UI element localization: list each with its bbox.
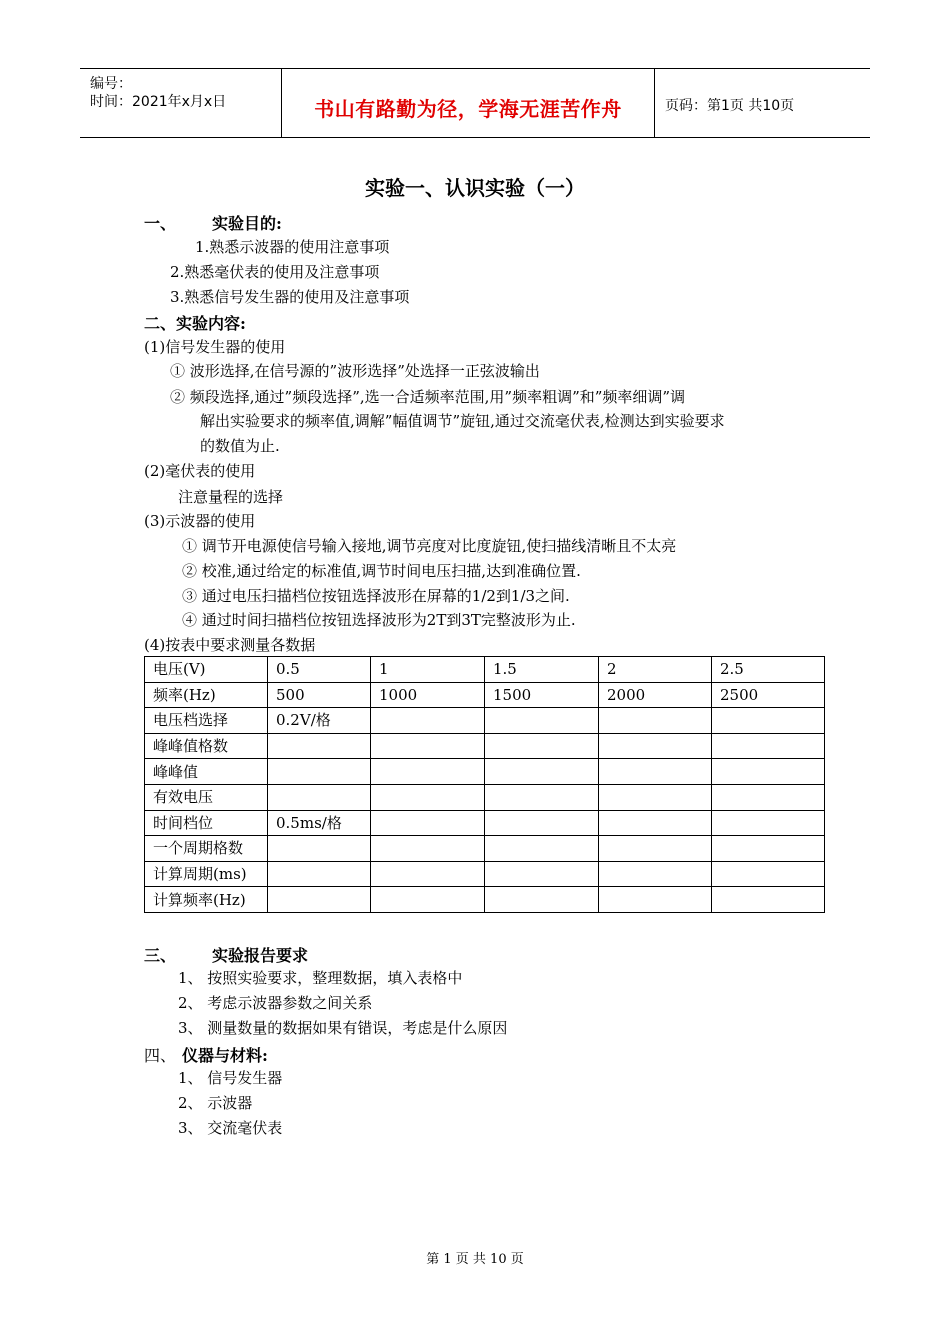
- table-cell: [712, 708, 825, 734]
- table-cell: [599, 861, 712, 887]
- table-cell: [599, 887, 712, 913]
- table-row: [145, 810, 825, 836]
- table-cell: [268, 887, 371, 913]
- table-cell: [485, 733, 599, 759]
- content-p1-item: 的数值为止.: [200, 437, 280, 455]
- content-p1-item: ② 频段选择,通过”频段选择”,选一合适频率范围,用”频率粗调”和”频率细调”调: [170, 388, 686, 406]
- table-cell: [268, 861, 371, 887]
- table-cell: 2: [599, 657, 712, 683]
- report-item: 2、 考虑示波器参数之间关系: [178, 994, 373, 1012]
- row-label-cell: 计算周期(ms): [145, 861, 268, 887]
- row-label-cell: 峰峰值格数: [145, 733, 268, 759]
- content-p1: (1)信号发生器的使用: [144, 338, 286, 356]
- purpose-item: 1.熟悉示波器的使用注意事项: [195, 238, 390, 256]
- table-cell: [268, 733, 371, 759]
- table-cell: 2.5: [712, 657, 825, 683]
- row-label-cell: 时间档位: [145, 810, 268, 836]
- table-cell: [712, 810, 825, 836]
- row-label-cell: 电压(V): [145, 657, 268, 683]
- purpose-item: 2.熟悉毫伏表的使用及注意事项: [170, 263, 380, 281]
- table-cell: 500: [268, 682, 371, 708]
- table-cell: [268, 784, 371, 810]
- row-label-cell: 电压档选择: [145, 708, 268, 734]
- page-title: 实验一、认识实验（一）: [365, 176, 585, 200]
- table-cell: [599, 733, 712, 759]
- table-cell: [485, 861, 599, 887]
- table-row: [145, 836, 825, 862]
- content-p3: (3)示波器的使用: [144, 512, 256, 530]
- measurement-table: [144, 656, 825, 913]
- content-p3-item: ④ 通过时间扫描档位按钮选择波形为2T到3T完整波形为止.: [182, 611, 576, 629]
- materials-item: 2、 示波器: [178, 1094, 253, 1112]
- table-row: [145, 784, 825, 810]
- table-cell: [599, 708, 712, 734]
- table-cell: [485, 759, 599, 785]
- table-row: [145, 708, 825, 734]
- table-cell: [712, 861, 825, 887]
- table-cell: [485, 887, 599, 913]
- row-label-cell: 计算频率(Hz): [145, 887, 268, 913]
- table-cell: [371, 810, 485, 836]
- table-cell: [599, 784, 712, 810]
- report-heading: 实验报告要求: [212, 946, 309, 965]
- table-cell: [485, 708, 599, 734]
- content-heading: 二、实验内容:: [144, 314, 246, 333]
- table-cell: [371, 887, 485, 913]
- table-cell: 2500: [712, 682, 825, 708]
- content-p3-item: ① 调节开电源使信号输入接地,调节亮度对比度旋钮,使扫描线清晰且不太亮: [182, 537, 677, 555]
- table-cell: [371, 708, 485, 734]
- page-footer: 第 1 页 共 10 页: [426, 1252, 524, 1267]
- table-row: [145, 887, 825, 913]
- purpose-heading: 实验目的:: [212, 214, 282, 233]
- row-label-cell: 有效电压: [145, 784, 268, 810]
- table-cell: [485, 784, 599, 810]
- table-cell: [599, 759, 712, 785]
- header-page-cell: [655, 69, 870, 137]
- content-p4: (4)按表中要求测量各数据: [144, 636, 316, 654]
- table-row: [145, 759, 825, 785]
- content-p3-item: ② 校准,通过给定的标准值,调节时间电压扫描,达到准确位置.: [182, 562, 581, 580]
- table-cell: [485, 836, 599, 862]
- header-motto-cell: [282, 69, 655, 137]
- table-cell: [712, 887, 825, 913]
- table-cell: [268, 759, 371, 785]
- table-cell: [599, 810, 712, 836]
- table-cell: 1: [371, 657, 485, 683]
- purpose-heading-num: 一、: [144, 214, 177, 233]
- time-label: 时间：2021年x月x日: [90, 94, 227, 110]
- table-cell: [371, 759, 485, 785]
- table-cell: [371, 733, 485, 759]
- table-cell: [371, 784, 485, 810]
- report-heading-num: 三、: [144, 946, 177, 965]
- table-cell: [712, 784, 825, 810]
- number-label: 编号：: [90, 76, 132, 92]
- table-cell: 1000: [371, 682, 485, 708]
- table-cell: 0.5ms/格: [268, 810, 371, 836]
- materials-heading-num: 四、: [144, 1046, 177, 1065]
- table-cell: [712, 759, 825, 785]
- page-info: 页码：第1页 共10页: [665, 98, 795, 114]
- table-cell: 0.5: [268, 657, 371, 683]
- report-item: 3、 测量数量的数据如果有错误，考虑是什么原因: [178, 1019, 508, 1037]
- content-p3-item: ③ 通过电压扫描档位按钮选择波形在屏幕的1/2到1/3之间.: [182, 587, 570, 605]
- report-item: 1、 按照实验要求，整理数据，填入表格中: [178, 969, 463, 987]
- table-row: [145, 861, 825, 887]
- table-cell: [371, 861, 485, 887]
- table-cell: [485, 810, 599, 836]
- page-header: [80, 68, 870, 138]
- table-cell: 1500: [485, 682, 599, 708]
- table-cell: 1.5: [485, 657, 599, 683]
- content-p1-item: ① 波形选择,在信号源的”波形选择”处选择一正弦波输出: [170, 362, 540, 380]
- materials-heading: 仪器与材料:: [182, 1046, 268, 1065]
- content-p2-text: 注意量程的选择: [178, 488, 284, 506]
- row-label-cell: 峰峰值: [145, 759, 268, 785]
- table-cell: 0.2V/格: [268, 708, 371, 734]
- row-label-cell: 一个周期格数: [145, 836, 268, 862]
- motto: 书山有路勤为径，学海无涯苦作舟: [314, 97, 622, 121]
- table-cell: [371, 836, 485, 862]
- content-p1-item: 解出实验要求的频率值,调解”幅值调节”旋钮,通过交流毫伏表,检测达到实验要求: [200, 412, 725, 430]
- table-row: [145, 657, 825, 683]
- purpose-item: 3.熟悉信号发生器的使用及注意事项: [170, 288, 410, 306]
- table-cell: [712, 836, 825, 862]
- table-row: [145, 682, 825, 708]
- materials-item: 1、 信号发生器: [178, 1069, 283, 1087]
- table-cell: [599, 836, 712, 862]
- table-row: [145, 733, 825, 759]
- materials-item: 3、 交流毫伏表: [178, 1119, 283, 1137]
- content-p2: (2)毫伏表的使用: [144, 462, 256, 480]
- table-cell: 2000: [599, 682, 712, 708]
- header-info-cell: [80, 69, 282, 137]
- row-label-cell: 频率(Hz): [145, 682, 268, 708]
- table-cell: [712, 733, 825, 759]
- table-cell: [268, 836, 371, 862]
